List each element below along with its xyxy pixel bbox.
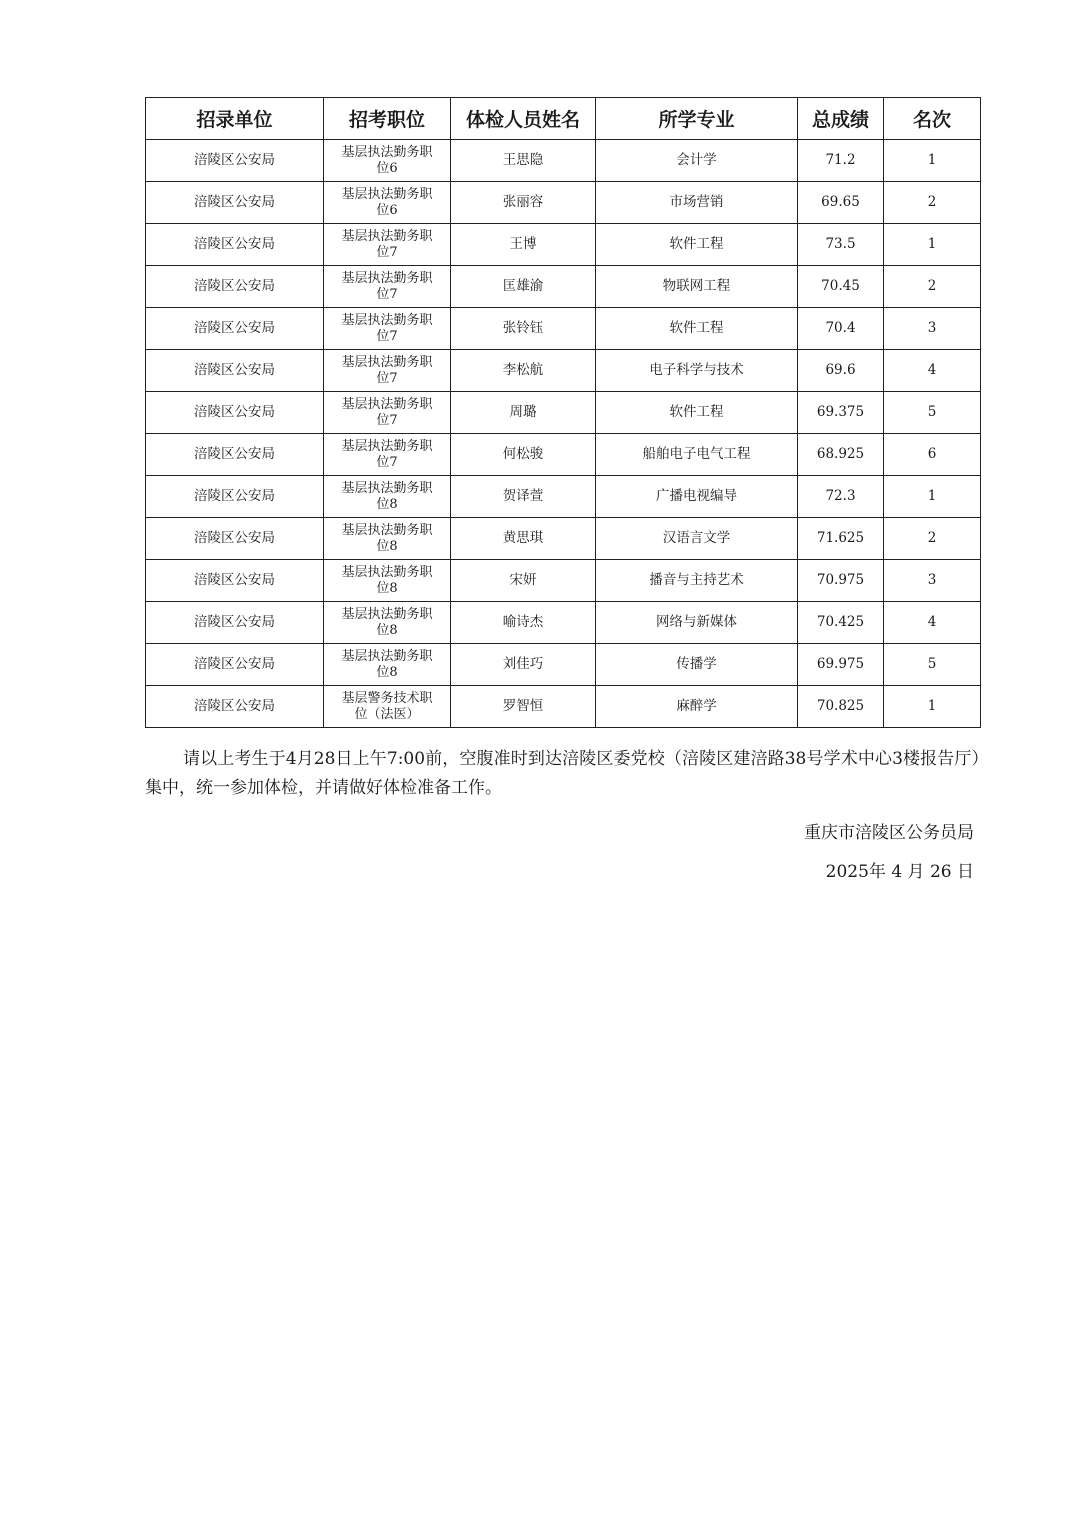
cell-name: 匡雄渝 [451,266,596,308]
cell-rank: 6 [884,434,981,476]
cell-rank: 5 [884,392,981,434]
cell-name: 贺译萱 [451,476,596,518]
position-line-1: 基层执法勤务职 [341,186,433,202]
cell-position [324,308,451,350]
position-line-2: 位7 [376,286,398,302]
cell-major: 电子科学与技术 [596,350,798,392]
position-line-1: 基层执法勤务职 [341,438,433,454]
position-line-2: 位8 [376,664,398,680]
cell-rank: 2 [884,266,981,308]
cell-name: 张丽容 [451,182,596,224]
cell-name: 周璐 [451,392,596,434]
cell-name: 张铃钰 [451,308,596,350]
cell-unit: 涪陵区公安局 [146,560,324,602]
position-line-1: 基层执法勤务职 [341,522,433,538]
cell-score: 70.825 [798,686,884,728]
cell-score: 69.6 [798,350,884,392]
cell-unit: 涪陵区公安局 [146,140,324,182]
position-line-2: 位（法医） [354,706,420,722]
issue-date: 2025年 4 月 26 日 [825,862,974,882]
cell-name: 黄思琪 [451,518,596,560]
position-line-2: 位7 [376,370,398,386]
header-score: 总成绩 [798,98,884,140]
cell-rank: 3 [884,308,981,350]
position-line-1: 基层执法勤务职 [341,312,433,328]
cell-major: 会计学 [596,140,798,182]
cell-position [324,518,451,560]
cell-name: 何松骏 [451,434,596,476]
cell-unit: 涪陵区公安局 [146,476,324,518]
cell-rank: 4 [884,602,981,644]
cell-rank: 1 [884,686,981,728]
table-row [146,182,981,224]
cell-position [324,140,451,182]
cell-score: 69.65 [798,182,884,224]
cell-score: 71.2 [798,140,884,182]
cell-position [324,266,451,308]
cell-major: 软件工程 [596,224,798,266]
position-line-1: 基层执法勤务职 [341,606,433,622]
position-line-2: 位6 [376,202,398,218]
cell-rank: 1 [884,140,981,182]
table-row [146,350,981,392]
cell-position [324,644,451,686]
table-row [146,224,981,266]
cell-score: 70.4 [798,308,884,350]
cell-rank: 1 [884,224,981,266]
position-line-1: 基层警务技术职 [341,690,433,706]
position-line-2: 位7 [376,244,398,260]
position-line-1: 基层执法勤务职 [341,564,433,580]
cell-name: 喻诗杰 [451,602,596,644]
cell-position [324,182,451,224]
cell-score: 72.3 [798,476,884,518]
cell-major: 软件工程 [596,392,798,434]
cell-name: 王博 [451,224,596,266]
cell-major: 传播学 [596,644,798,686]
cell-unit: 涪陵区公安局 [146,392,324,434]
position-line-2: 位8 [376,622,398,638]
cell-unit: 涪陵区公安局 [146,266,324,308]
table-row [146,560,981,602]
position-line-2: 位7 [376,412,398,428]
cell-name: 刘佳巧 [451,644,596,686]
cell-score: 69.375 [798,392,884,434]
cell-unit: 涪陵区公安局 [146,602,324,644]
issuer-signature: 重庆市涪陵区公务员局 [804,823,974,843]
cell-major: 软件工程 [596,308,798,350]
cell-position [324,350,451,392]
position-line-1: 基层执法勤务职 [341,228,433,244]
notice-paragraph: 请以上考生于4月28日上午7:00前，空腹准时到达涪陵区委党校（涪陵区建涪路38号学术中心3楼报告厅）集中，统一参加体检，并请做好体检准备工作。 [145,749,980,798]
cell-score: 70.975 [798,560,884,602]
table-header-row [146,98,981,140]
header-position: 招考职位 [324,98,451,140]
cell-score: 73.5 [798,224,884,266]
cell-rank: 5 [884,644,981,686]
cell-major: 广播电视编导 [596,476,798,518]
table-row [146,392,981,434]
position-line-2: 位8 [376,580,398,596]
position-line-1: 基层执法勤务职 [341,396,433,412]
cell-score: 70.45 [798,266,884,308]
cell-unit: 涪陵区公安局 [146,686,324,728]
table-row [146,476,981,518]
cell-major: 播音与主持艺术 [596,560,798,602]
cell-major: 汉语言文学 [596,518,798,560]
table-row [146,266,981,308]
position-line-2: 位7 [376,328,398,344]
cell-major: 船舶电子电气工程 [596,434,798,476]
position-line-2: 位8 [376,496,398,512]
cell-rank: 3 [884,560,981,602]
table-row [146,518,981,560]
position-line-1: 基层执法勤务职 [341,144,433,160]
cell-unit: 涪陵区公安局 [146,644,324,686]
cell-unit: 涪陵区公安局 [146,350,324,392]
cell-rank: 2 [884,518,981,560]
table-row [146,308,981,350]
position-line-1: 基层执法勤务职 [341,480,433,496]
position-line-1: 基层执法勤务职 [341,354,433,370]
header-major: 所学专业 [596,98,798,140]
table-row [146,434,981,476]
position-line-2: 位6 [376,160,398,176]
cell-position [324,686,451,728]
cell-score: 70.425 [798,602,884,644]
cell-unit: 涪陵区公安局 [146,308,324,350]
cell-unit: 涪陵区公安局 [146,224,324,266]
cell-rank: 4 [884,350,981,392]
cell-unit: 涪陵区公安局 [146,434,324,476]
position-line-1: 基层执法勤务职 [341,648,433,664]
cell-name: 李松航 [451,350,596,392]
exam-roster-table [145,97,981,728]
cell-position [324,560,451,602]
cell-unit: 涪陵区公安局 [146,182,324,224]
position-line-1: 基层执法勤务职 [341,270,433,286]
cell-unit: 涪陵区公安局 [146,518,324,560]
table-row [146,140,981,182]
header-unit: 招录单位 [146,98,324,140]
cell-position [324,392,451,434]
cell-position [324,602,451,644]
cell-major: 网络与新媒体 [596,602,798,644]
cell-score: 71.625 [798,518,884,560]
table-row [146,644,981,686]
cell-score: 69.975 [798,644,884,686]
cell-major: 麻醉学 [596,686,798,728]
cell-name: 罗智恒 [451,686,596,728]
table-body [146,140,981,728]
cell-position [324,476,451,518]
cell-position [324,434,451,476]
table-row [146,686,981,728]
cell-major: 市场营销 [596,182,798,224]
cell-major: 物联网工程 [596,266,798,308]
position-line-2: 位7 [376,454,398,470]
cell-position [324,224,451,266]
cell-rank: 2 [884,182,981,224]
cell-name: 王思隐 [451,140,596,182]
cell-name: 宋妍 [451,560,596,602]
header-rank: 名次 [884,98,981,140]
cell-rank: 1 [884,476,981,518]
table-row [146,602,981,644]
position-line-2: 位8 [376,538,398,554]
cell-score: 68.925 [798,434,884,476]
header-name: 体检人员姓名 [451,98,596,140]
